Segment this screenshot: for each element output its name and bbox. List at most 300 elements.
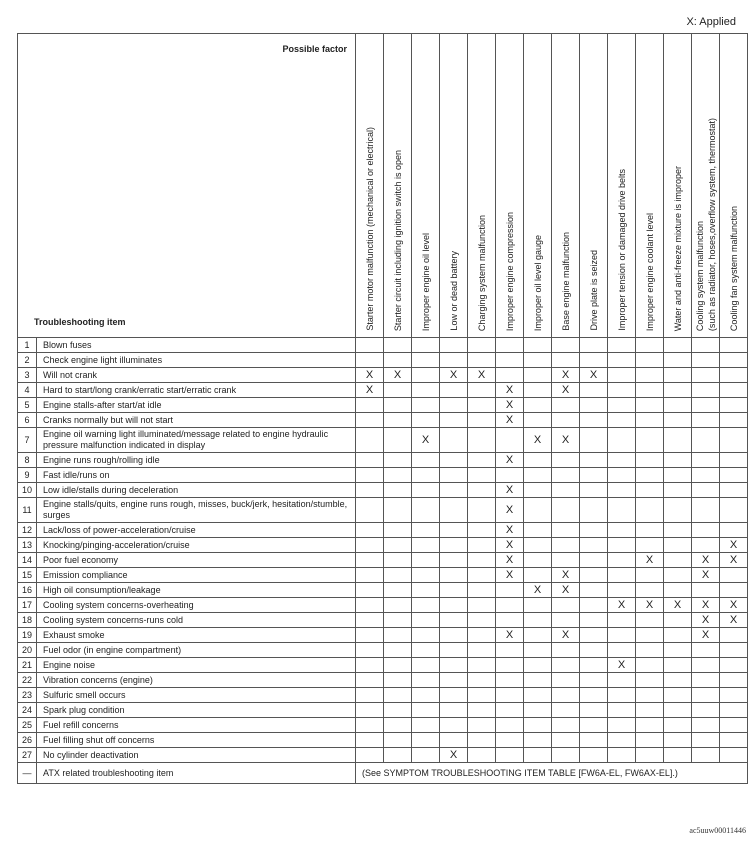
- empty-cell: [608, 353, 636, 368]
- troubleshooting-item-label: Troubleshooting item: [34, 317, 126, 327]
- table-row: [18, 613, 748, 628]
- empty-cell: [524, 688, 552, 703]
- empty-cell: [524, 338, 552, 353]
- empty-cell: [496, 583, 524, 598]
- empty-cell: [468, 643, 496, 658]
- empty-cell: [552, 673, 580, 688]
- empty-cell: [664, 628, 692, 643]
- empty-cell: [468, 598, 496, 613]
- applied-mark: X: [496, 538, 524, 553]
- empty-cell: [356, 398, 384, 413]
- row-number: —: [18, 763, 37, 784]
- empty-cell: [440, 453, 468, 468]
- empty-cell: [664, 398, 692, 413]
- empty-cell: [636, 643, 664, 658]
- factor-header: [636, 34, 664, 338]
- empty-cell: [356, 673, 384, 688]
- empty-cell: [384, 628, 412, 643]
- empty-cell: [552, 598, 580, 613]
- empty-cell: [384, 598, 412, 613]
- table-row: [18, 553, 748, 568]
- empty-cell: [608, 628, 636, 643]
- empty-cell: [412, 383, 440, 398]
- applied-mark: X: [524, 428, 552, 453]
- empty-cell: [468, 658, 496, 673]
- applied-mark: X: [692, 613, 720, 628]
- empty-cell: [580, 413, 608, 428]
- empty-cell: [692, 338, 720, 353]
- empty-cell: [524, 483, 552, 498]
- empty-cell: [608, 368, 636, 383]
- empty-cell: [384, 568, 412, 583]
- empty-cell: [608, 553, 636, 568]
- empty-cell: [664, 498, 692, 523]
- empty-cell: [524, 498, 552, 523]
- row-item: Sulfuric smell occurs: [37, 688, 356, 703]
- empty-cell: [412, 353, 440, 368]
- empty-cell: [496, 468, 524, 483]
- empty-cell: [692, 718, 720, 733]
- empty-cell: [552, 468, 580, 483]
- empty-cell: [580, 613, 608, 628]
- empty-cell: [356, 568, 384, 583]
- empty-cell: [636, 703, 664, 718]
- empty-cell: [636, 368, 664, 383]
- empty-cell: [636, 428, 664, 453]
- factor-label: Starter motor malfunction (mechanical or electrical): [364, 127, 375, 331]
- empty-cell: [720, 748, 748, 763]
- table-row: [18, 658, 748, 673]
- empty-cell: [384, 538, 412, 553]
- header-row: [18, 34, 748, 338]
- table-row: [18, 568, 748, 583]
- empty-cell: [440, 583, 468, 598]
- empty-cell: [468, 568, 496, 583]
- empty-cell: [524, 673, 552, 688]
- empty-cell: [496, 718, 524, 733]
- empty-cell: [552, 453, 580, 468]
- empty-cell: [356, 353, 384, 368]
- empty-cell: [384, 468, 412, 483]
- empty-cell: [608, 748, 636, 763]
- empty-cell: [720, 523, 748, 538]
- empty-cell: [692, 658, 720, 673]
- empty-cell: [580, 553, 608, 568]
- row-item: Fuel refill concerns: [37, 718, 356, 733]
- applied-mark: X: [552, 383, 580, 398]
- empty-cell: [720, 703, 748, 718]
- table-row: [18, 498, 748, 523]
- empty-cell: [608, 583, 636, 598]
- empty-cell: [664, 413, 692, 428]
- applied-mark: X: [720, 598, 748, 613]
- empty-cell: [496, 368, 524, 383]
- row-number: 23: [18, 688, 37, 703]
- empty-cell: [384, 688, 412, 703]
- empty-cell: [524, 453, 552, 468]
- empty-cell: [720, 658, 748, 673]
- empty-cell: [580, 353, 608, 368]
- possible-factor-label: Possible factor: [282, 44, 347, 54]
- row-item: Poor fuel economy: [37, 553, 356, 568]
- empty-cell: [496, 428, 524, 453]
- empty-cell: [412, 553, 440, 568]
- empty-cell: [664, 538, 692, 553]
- empty-cell: [636, 688, 664, 703]
- empty-cell: [552, 643, 580, 658]
- row-item: ATX related troubleshooting item: [37, 763, 356, 784]
- factor-label: Improper engine coolant level: [644, 212, 655, 331]
- empty-cell: [440, 428, 468, 453]
- empty-cell: [608, 568, 636, 583]
- empty-cell: [412, 628, 440, 643]
- table-row: [18, 598, 748, 613]
- empty-cell: [608, 613, 636, 628]
- empty-cell: [412, 338, 440, 353]
- empty-cell: [580, 523, 608, 538]
- empty-cell: [440, 483, 468, 498]
- empty-cell: [692, 643, 720, 658]
- empty-cell: [636, 583, 664, 598]
- row-item: Vibration concerns (engine): [37, 673, 356, 688]
- empty-cell: [580, 598, 608, 613]
- empty-cell: [636, 718, 664, 733]
- reference-code: ac5uuw00011446: [689, 826, 746, 835]
- empty-cell: [720, 733, 748, 748]
- empty-cell: [720, 353, 748, 368]
- empty-cell: [692, 398, 720, 413]
- empty-cell: [468, 453, 496, 468]
- empty-cell: [440, 398, 468, 413]
- empty-cell: [384, 428, 412, 453]
- empty-cell: [580, 538, 608, 553]
- empty-cell: [580, 718, 608, 733]
- row-item: Fast idle/runs on: [37, 468, 356, 483]
- empty-cell: [636, 673, 664, 688]
- empty-cell: [636, 538, 664, 553]
- empty-cell: [664, 613, 692, 628]
- factor-label: Cooling fan system malfunction: [728, 205, 739, 331]
- empty-cell: [384, 658, 412, 673]
- empty-cell: [496, 658, 524, 673]
- row-number: 20: [18, 643, 37, 658]
- empty-cell: [552, 523, 580, 538]
- applied-mark: X: [356, 383, 384, 398]
- empty-cell: [412, 748, 440, 763]
- factor-header: [608, 34, 636, 338]
- empty-cell: [552, 338, 580, 353]
- factor-label: Starter circuit including ignition switch is open: [392, 149, 403, 331]
- empty-cell: [384, 453, 412, 468]
- empty-cell: [580, 703, 608, 718]
- empty-cell: [468, 523, 496, 538]
- empty-cell: [720, 428, 748, 453]
- empty-cell: [468, 583, 496, 598]
- empty-cell: [608, 523, 636, 538]
- empty-cell: [496, 733, 524, 748]
- empty-cell: [580, 583, 608, 598]
- empty-cell: [496, 353, 524, 368]
- empty-cell: [608, 428, 636, 453]
- empty-cell: [524, 553, 552, 568]
- empty-cell: [440, 688, 468, 703]
- factor-label: Improper engine oil level: [420, 232, 431, 331]
- applied-mark: X: [524, 583, 552, 598]
- empty-cell: [580, 338, 608, 353]
- empty-cell: [552, 748, 580, 763]
- row-number: 6: [18, 413, 37, 428]
- applied-mark: X: [552, 428, 580, 453]
- empty-cell: [692, 368, 720, 383]
- empty-cell: [552, 613, 580, 628]
- empty-cell: [468, 553, 496, 568]
- empty-cell: [692, 733, 720, 748]
- empty-cell: [552, 398, 580, 413]
- empty-cell: [692, 428, 720, 453]
- factor-header: [412, 34, 440, 338]
- factor-label: Low or dead battery: [448, 251, 459, 331]
- empty-cell: [692, 538, 720, 553]
- empty-cell: [524, 568, 552, 583]
- factor-header: [552, 34, 580, 338]
- empty-cell: [440, 568, 468, 583]
- empty-cell: [580, 643, 608, 658]
- empty-cell: [664, 383, 692, 398]
- empty-cell: [524, 748, 552, 763]
- empty-cell: [356, 413, 384, 428]
- empty-cell: [636, 523, 664, 538]
- row-number: 17: [18, 598, 37, 613]
- factor-label: Drive plate is seized: [588, 250, 599, 331]
- empty-cell: [608, 483, 636, 498]
- empty-cell: [356, 453, 384, 468]
- applied-mark: X: [496, 498, 524, 523]
- applied-mark: X: [496, 453, 524, 468]
- troubleshooting-table: [17, 33, 748, 784]
- empty-cell: [580, 658, 608, 673]
- empty-cell: [608, 398, 636, 413]
- empty-cell: [664, 428, 692, 453]
- factor-label: Cooling system malfunction (such as radiator, hoses,overflow system, thermostat): [694, 117, 717, 331]
- empty-cell: [636, 413, 664, 428]
- table-row: [18, 718, 748, 733]
- table-row: [18, 428, 748, 453]
- empty-cell: [356, 628, 384, 643]
- empty-cell: [384, 523, 412, 538]
- empty-cell: [524, 598, 552, 613]
- applied-mark: X: [720, 538, 748, 553]
- empty-cell: [412, 453, 440, 468]
- applied-mark: X: [496, 383, 524, 398]
- empty-cell: [608, 538, 636, 553]
- empty-cell: [412, 613, 440, 628]
- empty-cell: [356, 583, 384, 598]
- empty-cell: [356, 483, 384, 498]
- empty-cell: [440, 353, 468, 368]
- applied-mark: X: [468, 368, 496, 383]
- empty-cell: [608, 498, 636, 523]
- empty-cell: [664, 688, 692, 703]
- applied-mark: X: [384, 368, 412, 383]
- empty-cell: [636, 453, 664, 468]
- applied-mark: X: [356, 368, 384, 383]
- empty-cell: [468, 413, 496, 428]
- empty-cell: [552, 538, 580, 553]
- empty-cell: [580, 568, 608, 583]
- empty-cell: [440, 628, 468, 643]
- empty-cell: [524, 468, 552, 483]
- empty-cell: [440, 703, 468, 718]
- empty-cell: [384, 413, 412, 428]
- empty-cell: [720, 498, 748, 523]
- applied-mark: X: [496, 553, 524, 568]
- empty-cell: [356, 338, 384, 353]
- row-number: 16: [18, 583, 37, 598]
- applied-mark: X: [412, 428, 440, 453]
- applied-mark: X: [720, 553, 748, 568]
- empty-cell: [580, 628, 608, 643]
- empty-cell: [412, 718, 440, 733]
- row-item: Spark plug condition: [37, 703, 356, 718]
- empty-cell: [524, 658, 552, 673]
- factor-header: [692, 34, 720, 338]
- empty-cell: [720, 398, 748, 413]
- empty-cell: [692, 483, 720, 498]
- row-number: 25: [18, 718, 37, 733]
- empty-cell: [412, 673, 440, 688]
- empty-cell: [496, 688, 524, 703]
- empty-cell: [384, 643, 412, 658]
- table-row: [18, 643, 748, 658]
- empty-cell: [440, 338, 468, 353]
- empty-cell: [692, 688, 720, 703]
- empty-cell: [608, 413, 636, 428]
- empty-cell: [412, 398, 440, 413]
- applied-mark: X: [552, 583, 580, 598]
- row-number: 5: [18, 398, 37, 413]
- empty-cell: [384, 583, 412, 598]
- table-body: [18, 338, 748, 784]
- empty-cell: [412, 498, 440, 523]
- applied-mark: X: [608, 598, 636, 613]
- empty-cell: [356, 613, 384, 628]
- empty-cell: [524, 718, 552, 733]
- empty-cell: [440, 598, 468, 613]
- empty-cell: [692, 353, 720, 368]
- empty-cell: [412, 583, 440, 598]
- empty-cell: [496, 598, 524, 613]
- empty-cell: [664, 748, 692, 763]
- table-row: [18, 383, 748, 398]
- row-number: 10: [18, 483, 37, 498]
- empty-cell: [580, 383, 608, 398]
- empty-cell: [468, 353, 496, 368]
- empty-cell: [524, 733, 552, 748]
- empty-cell: [412, 658, 440, 673]
- empty-cell: [636, 398, 664, 413]
- table-row: [18, 523, 748, 538]
- empty-cell: [720, 368, 748, 383]
- factor-header: [356, 34, 384, 338]
- applied-mark: X: [496, 398, 524, 413]
- empty-cell: [636, 568, 664, 583]
- applied-mark: X: [552, 368, 580, 383]
- empty-cell: [580, 453, 608, 468]
- table-row: [18, 338, 748, 353]
- applied-mark: X: [496, 523, 524, 538]
- empty-cell: [636, 748, 664, 763]
- applied-mark: X: [692, 628, 720, 643]
- applied-mark: X: [720, 613, 748, 628]
- factor-header: [580, 34, 608, 338]
- row-number: 19: [18, 628, 37, 643]
- empty-cell: [468, 718, 496, 733]
- empty-cell: [720, 468, 748, 483]
- empty-cell: [636, 383, 664, 398]
- empty-cell: [468, 673, 496, 688]
- empty-cell: [692, 673, 720, 688]
- table-row: [18, 673, 748, 688]
- empty-cell: [468, 398, 496, 413]
- empty-cell: [636, 483, 664, 498]
- empty-cell: [692, 453, 720, 468]
- empty-cell: [468, 383, 496, 398]
- empty-cell: [720, 643, 748, 658]
- empty-cell: [356, 498, 384, 523]
- empty-cell: [664, 733, 692, 748]
- empty-cell: [384, 733, 412, 748]
- empty-cell: [636, 338, 664, 353]
- empty-cell: [384, 613, 412, 628]
- row-item: Lack/loss of power-acceleration/cruise: [37, 523, 356, 538]
- factor-header: [524, 34, 552, 338]
- empty-cell: [664, 703, 692, 718]
- factor-header: [440, 34, 468, 338]
- row-item: Cooling system concerns-runs cold: [37, 613, 356, 628]
- factor-header: [664, 34, 692, 338]
- row-number: 3: [18, 368, 37, 383]
- table-row: [18, 628, 748, 643]
- empty-cell: [664, 453, 692, 468]
- table-row: [18, 733, 748, 748]
- empty-cell: [692, 498, 720, 523]
- row-number: 2: [18, 353, 37, 368]
- empty-cell: [552, 658, 580, 673]
- empty-cell: [720, 568, 748, 583]
- empty-cell: [384, 553, 412, 568]
- factor-label: Base engine malfunction: [560, 232, 571, 331]
- empty-cell: [636, 613, 664, 628]
- row-number: 4: [18, 383, 37, 398]
- empty-cell: [636, 733, 664, 748]
- empty-cell: [356, 598, 384, 613]
- empty-cell: [524, 383, 552, 398]
- empty-cell: [356, 428, 384, 453]
- factor-header: [720, 34, 748, 338]
- empty-cell: [692, 703, 720, 718]
- empty-cell: [580, 398, 608, 413]
- table-row: [18, 413, 748, 428]
- empty-cell: [412, 368, 440, 383]
- empty-cell: [720, 673, 748, 688]
- empty-cell: [440, 643, 468, 658]
- row-item: Hard to start/long crank/erratic start/erratic crank: [37, 383, 356, 398]
- row-number: 13: [18, 538, 37, 553]
- empty-cell: [664, 658, 692, 673]
- empty-cell: [608, 733, 636, 748]
- empty-cell: [524, 703, 552, 718]
- applied-mark: X: [552, 628, 580, 643]
